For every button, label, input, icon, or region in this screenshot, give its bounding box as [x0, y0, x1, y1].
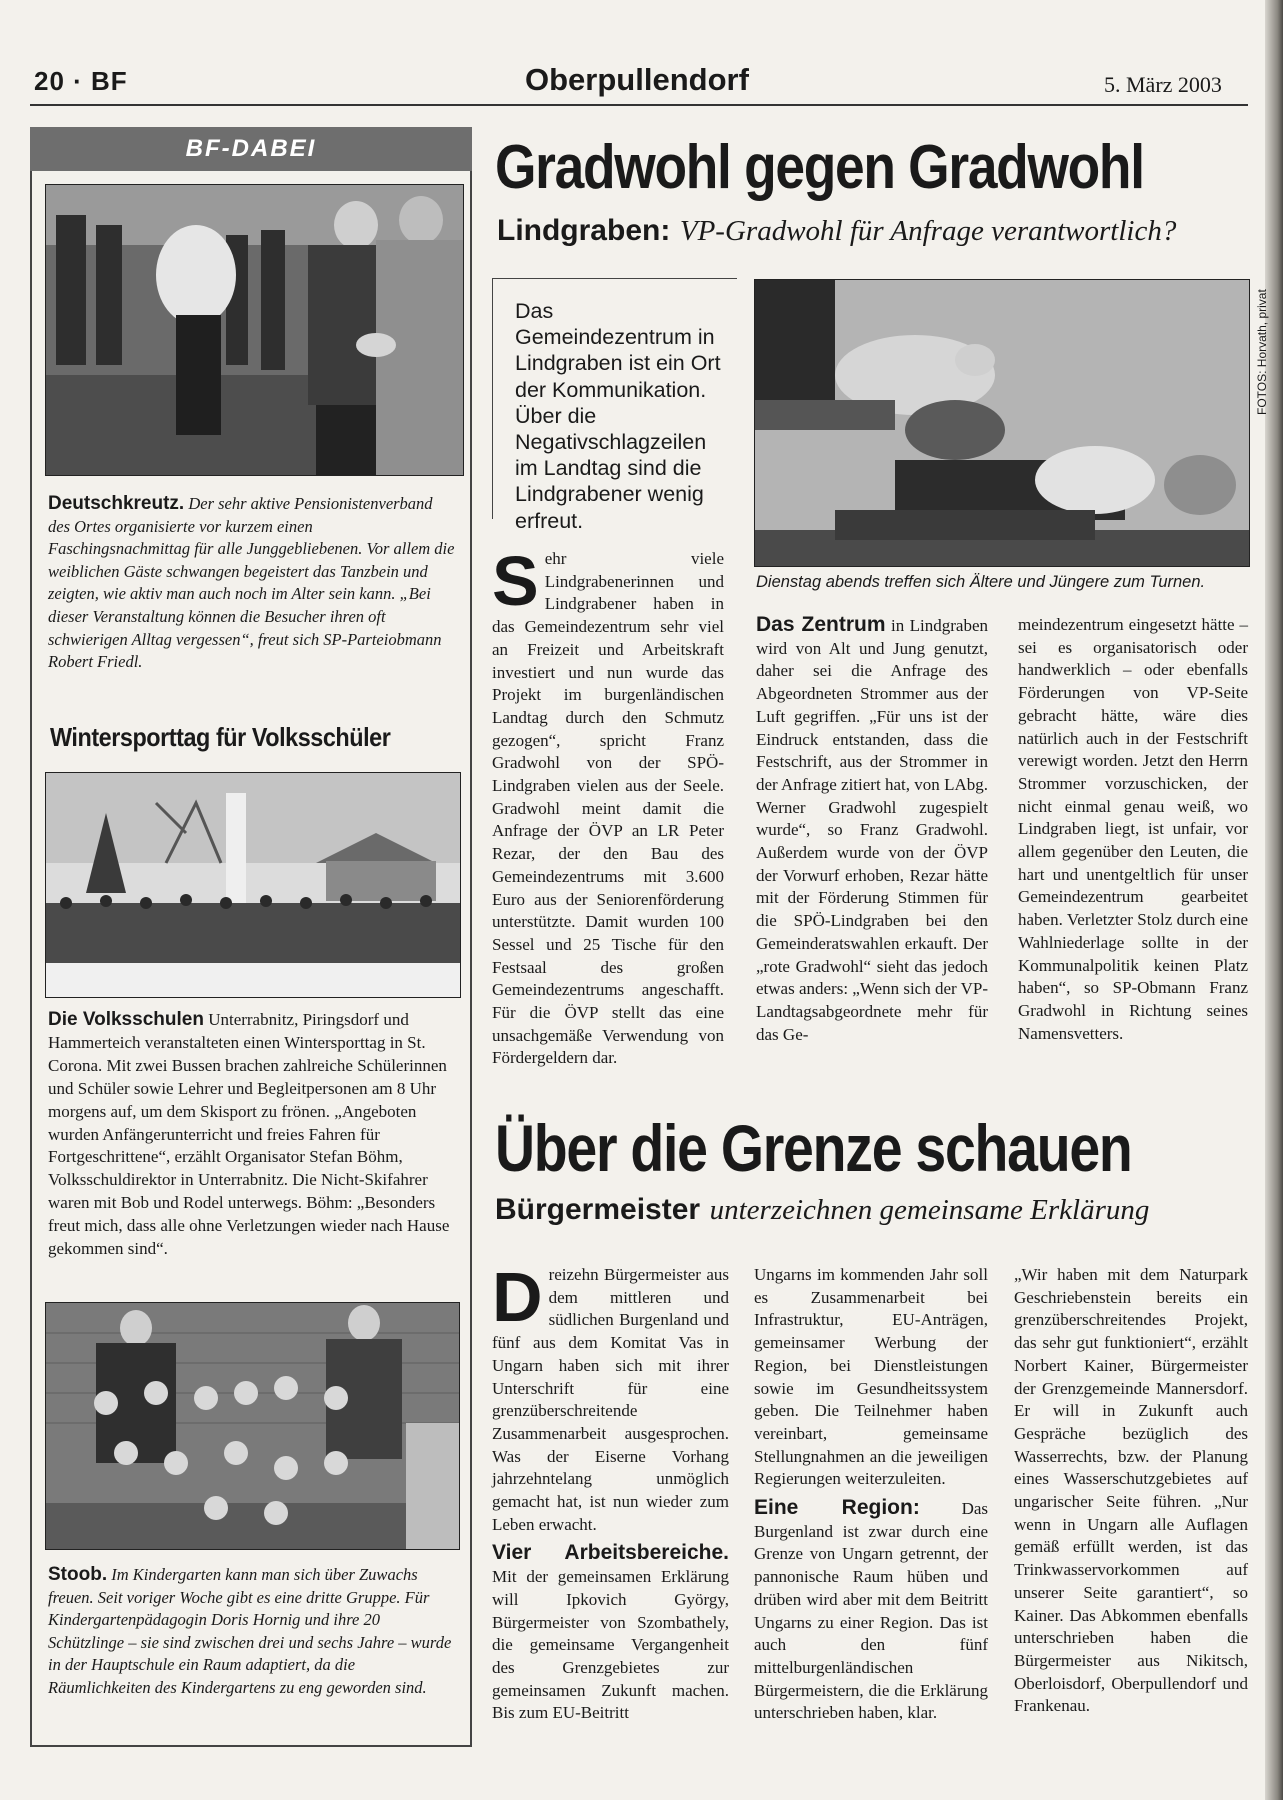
- photo-credit: FOTOS: Horvath, privat: [1255, 289, 1269, 415]
- article2-headline: Über die Grenze schauen: [495, 1111, 1132, 1185]
- body-text: Mit der gemeinsamen Erklärung will Ipkovich György, Bürgermeister von Szombathely, die gemeinsame Vergangenheit des Grenzgebietes zur gemeinsamen Zukunft machen. Bis zum EU-Beitritt: [492, 1567, 729, 1723]
- caption-stoob: [48, 1564, 456, 1700]
- photo-dancing: [45, 184, 464, 476]
- article2-col1: [492, 1258, 729, 1725]
- header-rule: [30, 104, 1248, 106]
- caption-deutschkreutz: [48, 493, 456, 674]
- caption-lead: Stoob.: [48, 1564, 108, 1585]
- sidebar-heading: Wintersporttag für Volksschüler: [50, 722, 391, 752]
- dropcap: S: [492, 542, 539, 620]
- article1-subheadline: [497, 213, 1176, 248]
- subhead: Das Zentrum: [756, 613, 886, 636]
- sub-keyword: Lindgraben:: [497, 214, 671, 247]
- caption-lead: Die Volksschulen: [48, 1009, 204, 1030]
- article1-col1: [492, 542, 724, 1070]
- article2-subheadline: [495, 1192, 1149, 1227]
- section-title: Oberpullendorf: [525, 62, 749, 97]
- caption-text: Unterrabnitz, Piringsdorf und Hammerteich veranstalteten einen Wintersporttag in St. Corona. Mit zwei Bussen brachen zahlreiche Schülerinnen und Schüler sowie Lehrer und Begleitpersonen am 8 Uhr morgens auf, um dem Skisport zu frönen. „Angeboten wurden Anfängerunterricht und freies Fahren für Fortgeschrittene“, erzählt Organisator Stefan Böhm, Volksschuldirektor in Unterrabnitz. Die Nicht-Skifahrer waren mit Bob und Rodel unterwegs. Böhm: „Besonders freut mich, dass alle ohne Verletzungen wieder nach Hause gekommen sind“.: [48, 1010, 450, 1259]
- sub-keyword: Bürgermeister: [495, 1193, 701, 1226]
- subhead: Eine Region:: [754, 1496, 920, 1520]
- body-text: Das Burgenland ist zwar durch eine Grenze von Ungarn getrennt, der pannonische Raum hüben und drüben wird aber mit dem Beitritt Ungarns zu einer Region. Das ist auch den fünf mittelburgenländischen Bürgermeistern, die die Erklärung unterschrieben haben, klar.: [754, 1499, 989, 1723]
- subhead: Vier Arbeitsbereiche.: [492, 1541, 729, 1565]
- caption-lead: Deutschkreutz.: [48, 493, 185, 514]
- sub-rest: VP-Gradwohl für Anfrage verantwortlich?: [679, 215, 1177, 247]
- body-text: in Lindgraben wird von Alt und Jung genutzt, daher sei die Anfrage des Abgeordneten Strommer aus der Luft gegriffen. „Für uns ist der Eindruck entstanden, dass die Festschrift, aus der Strommer in der Anfrage zitiert hat, von LAbg. Werner Gradwohl zugespielt wurde“, so Franz Gradwohl. Außerdem wurde von der ÖVP der Vorwurf erhoben, Rezar hätte mit der Förderung Stimmen für die SPÖ-Lindgraben bei den Gemeinderatswahlen erkauft. Der „rote Gradwohl“ sieht das jedoch etwas anders: „Wenn sich der VP-Landtagsabgeordnete mehr für das Ge-: [756, 616, 988, 1044]
- photo-gymnastics: [754, 279, 1250, 567]
- body-text: ehr viele Lindgrabenerinnen und Lindgrabener haben in das Gemeindezentrum sehr viel an Freizeit und Arbeitskraft investiert und nun wurde das Projekt im burgenländischen Landtag durch den Schmutz gezogen“, spricht Franz Gradwohl von der SPÖ-Lindgraben vielen aus der Seele. Gradwohl meint damit die Anfrage der ÖVP an LR Peter Rezar, der den Bau des Gemeindezentrums mit 3.600 Euro aus der Seniorenförderung unterstützte. Damit wurden 100 Sessel und 25 Tische für den Festsaal des großen Gemeindezentrums angeschafft. Für die ÖVP stellt das eine unsachgemäße Verwendung von Fördergeldern dar.: [492, 549, 724, 1068]
- article1-col3: meindezentrum eingesetzt hätte – sei es organisatorisch oder handwerklich – oder ebenfalls Förderungen von VP-Seite gebracht hätte, wäre dies natürlich auch in der Festschrift verewigt worden. Jetzt den Herrn Strommer vorzuschicken, der nicht einmal genau weiß, wo Lindgraben liegt, ist unfair, vor allem gegenüber den Leuten, die hart und unentgeltlich für unser Gemeindezentrum gearbeitet haben. Verletzter Stolz durch eine Wahlniederlage sollte in der Kommunalpolitik keinen Platz haben“, so SP-Obmann Franz Gradwohl in Richtung seines Namensvetters.: [1018, 615, 1248, 1043]
- page-number: 20 · BF: [34, 66, 128, 96]
- dropcap: D: [492, 1258, 543, 1336]
- article1-col2: [756, 614, 988, 1046]
- page-edge: [1265, 0, 1283, 1800]
- body-text: reizehn Bürgermeister aus dem mittleren und südlichen Burgenland und fünf aus dem Komitat Vas in Ungarn haben sich mit ihrer Unterschrift für eine grenzüberschreitende Zusammenarbeit ausgesprochen. Was der Eiserne Vorhang jahrzehntelang unmöglich gemacht hat, ist nun wieder zum Leben erwacht.: [492, 1265, 729, 1534]
- article1-headline: Gradwohl gegen Gradwohl: [495, 133, 1144, 202]
- article2-col3: „Wir haben mit dem Naturpark Geschriebenstein bereits ein grenzüberschreitendes Projekt, das sehr gut funktioniert“, erzählt Norbert Kainer, Bürgermeister der Grenzgemeinde Mannersdorf. Er will in Zukunft auch Gespräche bezüglich des Wasserrechts, bzw. der Planung eines Wasserschutzgebietes auf ungarischer Seite führen. „Nur wenn in Ungarn alle Auflagen gemäß erfüllt werden, ist das Trinkwasservorkommen auf unserer Seite garantiert“, so Kainer. Das Abkommen ebenfalls unterschrieben haben die Bürgermeister aus Nikitsch, Oberloisdorf, Oberpullendorf und Frankenau.: [1014, 1265, 1248, 1716]
- caption-wintersport: [48, 1009, 458, 1261]
- article2-col2: [754, 1264, 988, 1725]
- issue-date: 5. März 2003: [1104, 72, 1222, 97]
- body-text: Ungarns im kommenden Jahr soll es Zusammenarbeit bei Infrastruktur, EU-Anträgen, gemeinsamer Werbung der Region, bei Dienstleistungen sowie im Gesundheitssystem geben. Die Teilnehmer haben vereinbart, gemeinsame Stellungnahmen an die jeweiligen Regierungen weiterzuleiten.: [754, 1265, 988, 1489]
- photo-caption: Dienstag abends treffen sich Ältere und Jüngere zum Turnen.: [756, 573, 1206, 591]
- sidebar-title: BF-DABEI: [30, 127, 472, 171]
- caption-text: Der sehr aktive Pensionistenverband des Ortes organisierte vor kurzem einen Faschingsnachmittag für alle Junggebliebenen. Vor allem die weiblichen Gäste schwangen begeistert das Tanzbein und zeigten, wie aktiv man auch noch im Alter sein kann. „Bei dieser Veranstaltung können die Besucher ihren oft schwierigen Alltag vergessen“, freut sich SP-Parteiobmann Robert Friedl.: [48, 494, 455, 672]
- caption-text: Im Kindergarten kann man sich über Zuwachs freuen. Seit voriger Woche gibt es eine dritte Gruppe. Für Kindergartenpädagogin Doris Hornig und ihre 20 Schützlinge – sie sind zwischen drei und sechs Jahre – wurde in der Hauptschule ein Raum adaptiert, da die Räumlichkeiten des Kindergartens zu eng geworden sind.: [48, 1565, 452, 1697]
- photo-winter: [45, 772, 461, 998]
- sub-rest: unterzeichnen gemeinsame Erklärung: [709, 1194, 1150, 1226]
- article1-lead: Das Gemeindezentrum in Lindgraben ist ein Ort der Kommunikation. Über die Negativschlagzeilen im Landtag sind die Lindgrabener wenig erfreut.: [515, 299, 721, 533]
- photo-kindergarten: [45, 1302, 460, 1550]
